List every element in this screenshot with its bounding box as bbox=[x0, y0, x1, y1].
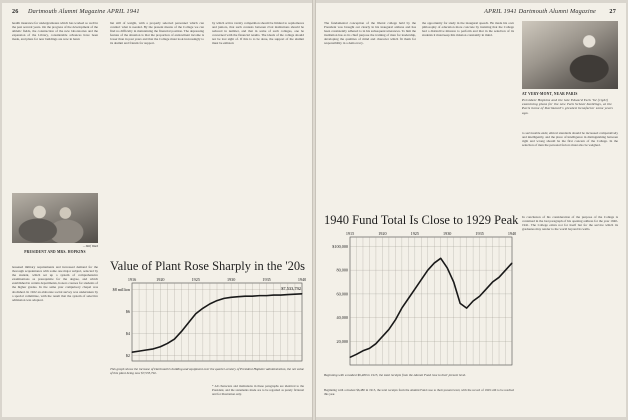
data-point bbox=[401, 308, 402, 309]
x-tick-label: 1925 bbox=[410, 231, 419, 236]
data-point bbox=[181, 331, 182, 332]
data-point bbox=[362, 350, 363, 351]
photo-caption: President Hopkins and the late Edward Tuck '62 (right) examining plans for the new Tuck School buildings, at the Paris home of Dartmouth's greatest benefactor some years ago. bbox=[522, 98, 613, 115]
x-tick-label: 1930 bbox=[443, 231, 452, 236]
x-tick-label: 1916 bbox=[127, 277, 137, 282]
y-tick-label: 60,000 bbox=[336, 291, 348, 297]
y-tick-label: $4 bbox=[125, 331, 130, 337]
data-point bbox=[447, 267, 448, 268]
right-page bbox=[316, 3, 626, 417]
data-point bbox=[217, 300, 218, 301]
data-point bbox=[440, 258, 441, 259]
photo-caption-title: AT VERY-MONT, NEAR PARIS bbox=[522, 92, 578, 96]
data-point bbox=[453, 282, 454, 283]
y-tick-label: 40,000 bbox=[336, 315, 348, 321]
x-tick-label: 1925 bbox=[191, 277, 200, 282]
data-point bbox=[414, 289, 415, 290]
x-tick-label: 1940 bbox=[297, 277, 306, 282]
data-point bbox=[259, 295, 260, 296]
data-point bbox=[139, 351, 140, 352]
data-point bbox=[287, 294, 288, 295]
y-tick-label: 20,000 bbox=[336, 338, 348, 344]
y-tick-label: $6 bbox=[125, 309, 130, 315]
data-point bbox=[473, 301, 474, 302]
president-photo bbox=[12, 193, 98, 243]
running-head-right bbox=[326, 8, 616, 18]
data-point bbox=[209, 303, 210, 304]
data-point bbox=[167, 343, 168, 344]
x-tick-label: 1930 bbox=[226, 277, 236, 282]
plant-chart-title: Value of Plant Rose Sharply in the '20s bbox=[110, 259, 305, 273]
data-point bbox=[153, 348, 154, 349]
data-point bbox=[238, 296, 239, 297]
data-point bbox=[202, 308, 203, 309]
data-point bbox=[434, 263, 435, 264]
y-tick-label: 80,000 bbox=[336, 267, 348, 273]
plant-chart-caption: This graph shows the increase of Dartmouth's building and equipment over the quarter-century of President Hopkins' administration, the net value of this plant being now $7,533,792. bbox=[110, 367, 304, 376]
article-column-2: the opportunity for study in the inaugural speech. He made his own philosophy of education more concrete by insisting that the College had a distinctive mission to perform and that in the selection of its students it must keep this mission constantly in mind. bbox=[422, 21, 514, 38]
data-point bbox=[231, 297, 232, 298]
data-point bbox=[505, 270, 506, 271]
series-line bbox=[350, 258, 512, 357]
data-point bbox=[132, 352, 133, 353]
data-point bbox=[395, 319, 396, 320]
data-point bbox=[188, 322, 189, 323]
right-footnote: Beginning with a modest $6,480 in 1915, the total receipts from the Alumni Fund rose to their present level, with the record of 1929 still to be reached this year. bbox=[324, 388, 514, 396]
data-point bbox=[146, 350, 147, 351]
data-point bbox=[356, 354, 357, 355]
fund-chart-title: 1940 Fund Total Is Close to 1929 Peak bbox=[324, 213, 519, 227]
alumni-fund-chart bbox=[324, 229, 516, 369]
data-point bbox=[273, 295, 274, 296]
data-point bbox=[512, 263, 513, 264]
left-footnote: * All characters and institutions in these paragraphs are identical to the President, and the statements made are to be regarded as purely fictional and for illustration only. bbox=[212, 384, 304, 396]
x-tick-label: 1920 bbox=[378, 231, 387, 236]
value-annotation: $7,533,792 bbox=[281, 285, 301, 291]
article-column-1: The fundamental conception of the liberal college held by the President was brought out clearly in his inaugural address and has been consistently adhered to in his subsequent utterances. To him the institution has as its chief purpose the training of men for leadership, developing the qualities of mind and character which fit them for responsibility in a democracy. bbox=[324, 21, 416, 46]
data-point bbox=[479, 296, 480, 297]
photo-caption: PRESIDENT AND MRS. HOPKINS bbox=[24, 250, 86, 254]
data-point bbox=[408, 298, 409, 299]
article-column-3: to serviceable ends; ethical standards should be increased comparatively and intelligently, and the place of intelligence in distinguishing between right and wrong should be the first concern of the College. In the selection of men the personal factors must also be weighed. bbox=[522, 131, 618, 148]
page-number: 26 bbox=[12, 8, 19, 15]
data-point bbox=[302, 293, 303, 294]
tuck-photo bbox=[522, 21, 618, 89]
x-tick-label: 1935 bbox=[475, 231, 484, 236]
article-column-4: In conclusion of his consideration of the purpose of the College is contained in the last paragraph of his opening address for the year 1940-1941. The College exists not for itself but for the service which its graduates may render to the world beyond its walls. bbox=[522, 215, 618, 232]
magazine-header: Dartmouth Alumni Magazine APRIL 1941 bbox=[28, 8, 140, 15]
article-column-2: but still of weight, with a properly selected personnel which can conduct what is needed. By the present means of the College we can find no difficulty in maintaining the financial position. The depressing feature of the situation is that the proportion of endowment income is lower than in past years and that the College must look increasingly to its alumni and friends for support. bbox=[110, 21, 204, 46]
data-point bbox=[388, 329, 389, 330]
data-point bbox=[369, 348, 370, 349]
data-point bbox=[375, 343, 376, 344]
x-tick-label: 1915 bbox=[345, 231, 355, 236]
y-tick-label: $8 million bbox=[112, 287, 130, 293]
data-point bbox=[382, 336, 383, 337]
photo-credit: —Wolf Ward bbox=[82, 244, 98, 248]
data-point bbox=[245, 296, 246, 297]
data-point bbox=[486, 289, 487, 290]
data-point bbox=[252, 296, 253, 297]
fund-chart-caption: Beginning with a modest $6,480 in 1915, the total receipts from the Alumni Fund rose to their present level. bbox=[324, 373, 467, 377]
data-point bbox=[466, 308, 467, 309]
x-tick-label: 1935 bbox=[262, 277, 271, 282]
article-column-1: health insurance for undergraduates which has worked so well in the past several years. On the progress of the development of the athletic fields, the construction of the new laboratories and the expansion of the Library, considerable advances have been made, and plans for new buildings are now in hand. bbox=[12, 21, 98, 42]
data-point bbox=[174, 339, 175, 340]
data-point bbox=[427, 270, 428, 271]
data-point bbox=[266, 295, 267, 296]
left-page bbox=[2, 3, 312, 417]
data-point bbox=[460, 303, 461, 304]
data-point bbox=[492, 282, 493, 283]
data-point bbox=[160, 346, 161, 347]
data-point bbox=[294, 294, 295, 295]
x-tick-label: 1940 bbox=[507, 231, 516, 236]
plant-value-chart bbox=[110, 275, 306, 365]
page-number: 27 bbox=[609, 8, 616, 15]
article-column-1-continued: lessened military requirements and increased demand for the thorough acquaintance with some one major subject, selected by the student, which set up a system of comprehensive examinations as prerequisite for the degree, and which established in certain departments, honors courses for students of the higher grades. In the same year compulsory chapel was abolished. In 1922 an elaborate social survey was undertaken by a special committee, with the result that the system of selective admission was adopted. bbox=[12, 265, 98, 302]
y-tick-label: $100,000 bbox=[332, 243, 348, 249]
data-point bbox=[195, 313, 196, 314]
article-column-3: by which active varsity competition should be limited to sophomores and juniors, that such contests between rival institutions should be reduced in number, and that in some of such colleges, one be concerned with the financial results. The ideals of the college should not be lost sight of. If this is to be done, the support of the alumni must be enlisted. bbox=[212, 21, 304, 46]
data-point bbox=[350, 357, 351, 358]
data-point bbox=[280, 295, 281, 296]
data-point bbox=[499, 277, 500, 278]
running-head-left bbox=[12, 8, 302, 18]
data-point bbox=[421, 279, 422, 280]
magazine-header: APRIL 1941 Dartmouth Alumni Magazine bbox=[484, 8, 596, 15]
y-tick-label: $2 bbox=[125, 353, 130, 359]
x-tick-label: 1920 bbox=[156, 277, 165, 282]
data-point bbox=[224, 298, 225, 299]
